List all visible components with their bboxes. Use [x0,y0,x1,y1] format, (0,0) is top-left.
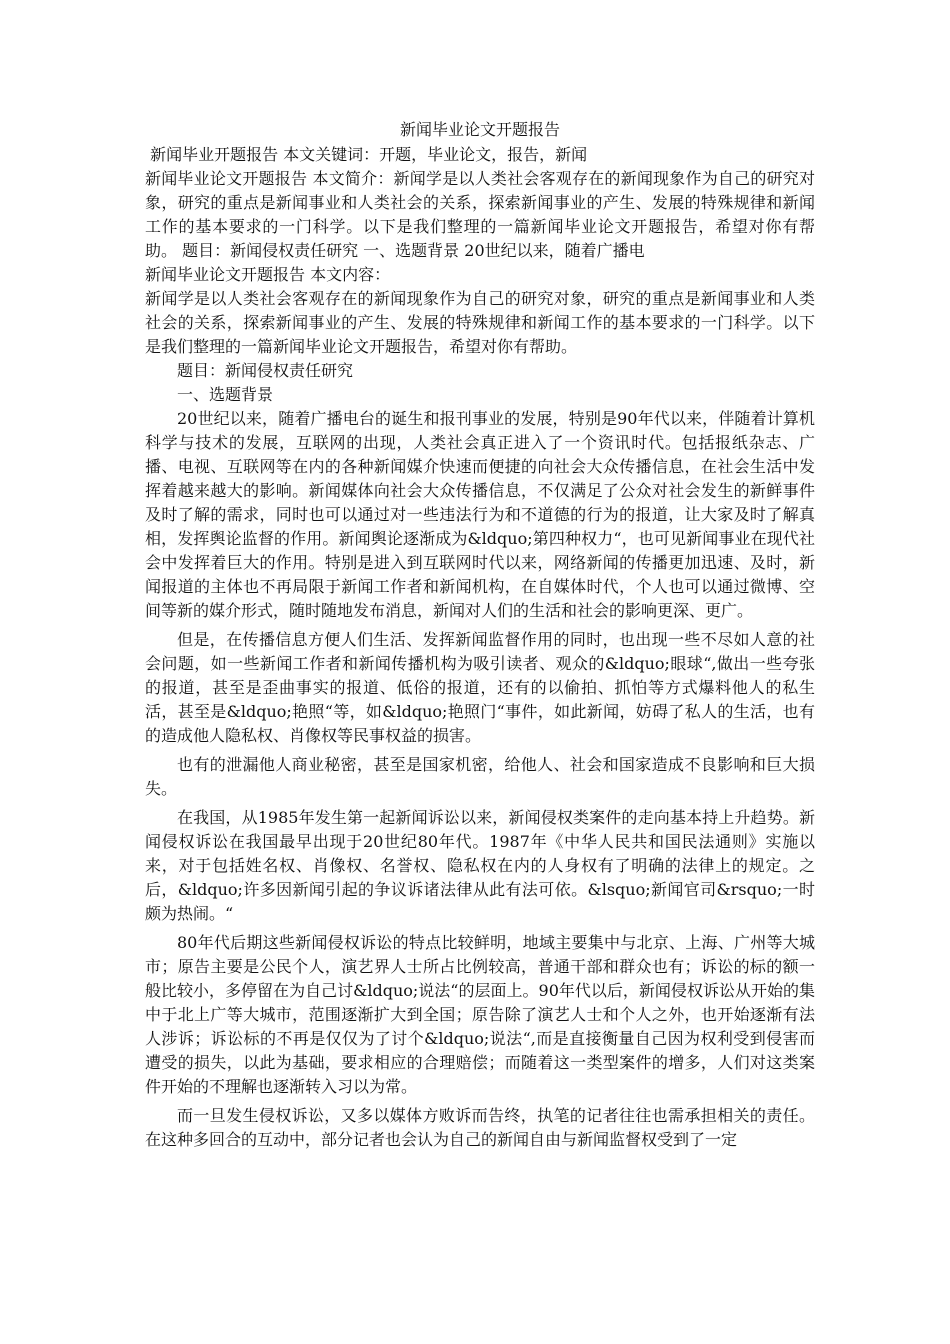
intro-paragraph: 新闻学是以人类社会客观存在的新闻现象作为自己的研究对象，研究的重点是新闻事业和人类社会的关系，探索新闻事业的产生、发展的特殊规律和新闻工作的基本要求的一门科学。以下是我们整理的一篇新闻毕业论文开题报告，希望对你有帮助。 [145,289,815,356]
topic-line: 题目：新闻侵权责任研究 [177,361,354,380]
body-paragraph: 而一旦发生侵权诉讼，又多以媒体方败诉而告终，执笔的记者往往也需承担相关的责任。在这种多回合的互动中，部分记者也会认为自己的新闻自由与新闻监督权受到了一定 [145,1106,815,1149]
content-label: 新闻毕业论文开题报告 本文内容： [145,265,391,284]
body-paragraph: 但是，在传播信息方便人们生活、发挥新闻监督作用的同时，也出现一些不尽如人意的社会问题，如一些新闻工作者和新闻传播机构为吸引读者、观众的&ldquo;眼球“,做出一些夸张的报道，甚至是歪曲事实的报道、低俗的报道，还有的以偷拍、抓怕等方式爆料他人的私生活，甚至是&ldquo;艳照“等，如&ldquo;艳照门“事件，如此新闻，妨碍了私人的生活，也有的造成他人隐私权、肖像权等民事权益的损害。 [145,630,815,745]
document-title: 新闻毕业论文开题报告 [399,120,560,139]
body-paragraph: 也有的泄漏他人商业秘密，甚至是国家机密，给他人、社会和国家造成不良影响和巨大损失。 [145,755,815,798]
body-paragraph: 20世纪以来，随着广播电台的诞生和报刊事业的发展，特别是90年代以来，伴随着计算机科学与技术的发展，互联网的出现，人类社会真正进入了一个资讯时代。包括报纸杂志、广播、电视、互联网等在内的各种新闻媒介快速而便捷的向社会大众传播信息，在社会生活中发挥着越来越大的影响。新闻媒体向社会大众传播信息，不仅满足了公众对社会发生的新鲜事件及时了解的需求，同时也可以通过对一些违法行为和不道德的行为的报道，让大家及时了解真相，发挥舆论监督的作用。新闻舆论逐渐成为&ldquo;第四种权力“，也可见新闻事业在现代社会中发挥着巨大的作用。特别是进入到互联网时代以来，网络新闻的传播更加迅速、及时，新闻报道的主体也不再局限于新闻工作者和新闻机构，在自媒体时代，个人也可以通过微博、空间等新的媒介形式，随时随地发布消息，新闻对人们的生活和社会的影响更深、更广。 [145,409,815,620]
keywords-line: 新闻毕业开题报告 本文关键词：开题，毕业论文，报告，新闻 [145,145,588,164]
summary-paragraph: 新闻毕业论文开题报告 本文简介：新闻学是以人类社会客观存在的新闻现象作为自己的研究对象，研究的重点是新闻事业和人类社会的关系，探索新闻事业的产生、发展的特殊规律和新闻工作的基本要求的一门科学。以下是我们整理的一篇新闻毕业论文开题报告，希望对你有帮助。 题目：新闻侵权责任研究 一、选题背景 20世纪以来，随着广播电 [145,169,815,260]
body-paragraph: 80年代后期这些新闻侵权诉讼的特点比较鲜明，地域主要集中与北京、上海、广州等大城市；原告主要是公民个人，演艺界人士所占比例较高，普通干部和群众也有；诉讼的标的额一般比较小，多停留在为自己讨&ldquo;说法“的层面上。90年代以后，新闻侵权诉讼从开始的集中于北上广等大城市，范围逐渐扩大到全国；原告除了演艺人士和个人之外，也开始逐渐有法人涉诉；诉讼标的不再是仅仅为了讨个&ldquo;说法“,而是直接衡量自己因为权利受到侵害而遭受的损失，以此为基础，要求相应的合理赔偿；而随着这一类型案件的增多，人们对这类案件开始的不理解也逐渐转入习以为常。 [145,933,815,1096]
body-paragraph: 在我国，从1985年发生第一起新闻诉讼以来，新闻侵权类案件的走向基本持上升趋势。新闻侵权诉讼在我国最早出现于20世纪80年代。1987年《中华人民共和国民法通则》实施以来，对于包括姓名权、肖像权、名誉权、隐私权在内的人身权有了明确的法律上的规定。之后，&ldquo;许多因新闻引起的争议诉诸法律从此有法可依。&lsquo;新闻官司&rsquo;一时颇为热闹。“ [145,808,815,923]
document-page [145,118,815,1152]
section-heading: 一、选题背景 [177,385,274,404]
